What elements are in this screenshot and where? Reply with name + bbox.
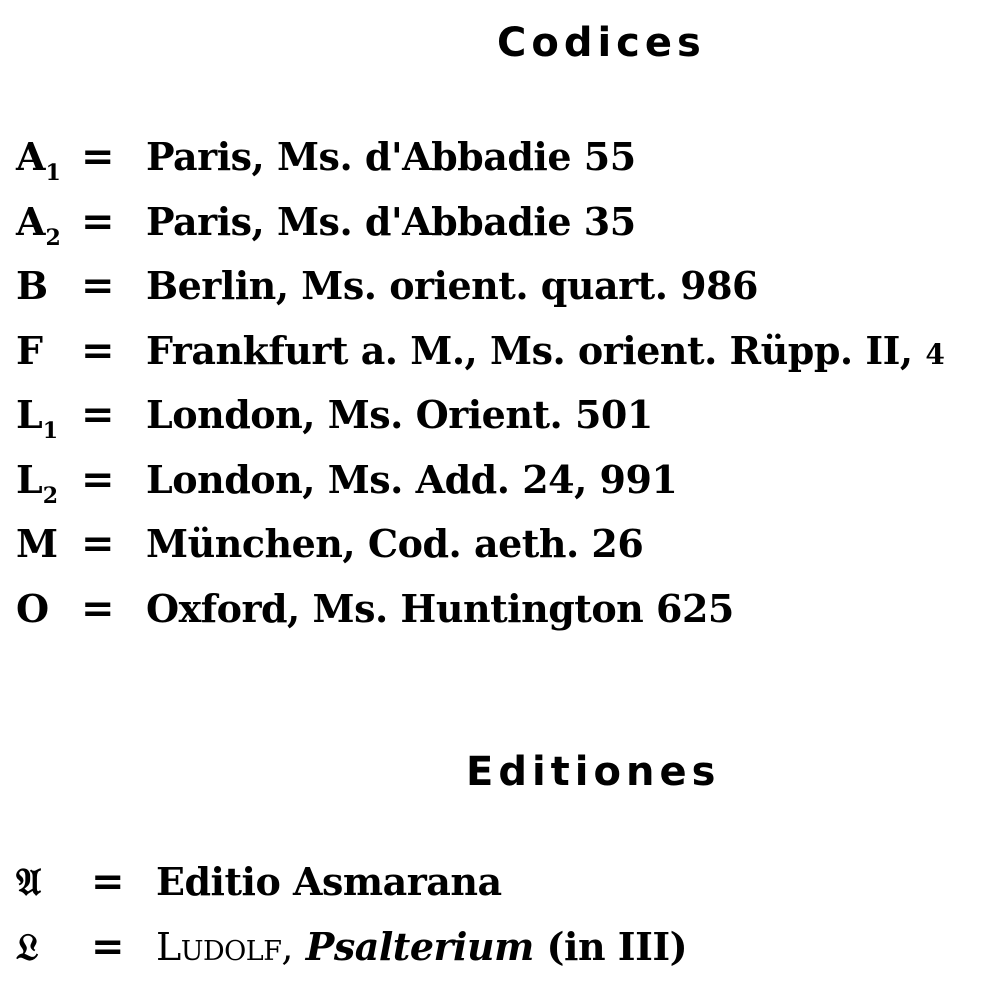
author-name: Ludolf, <box>156 924 294 969</box>
editiones-heading: Editiones <box>466 749 721 795</box>
equals-sign: = <box>81 197 115 245</box>
equals-sign: = <box>81 326 115 374</box>
edition-description <box>156 925 687 969</box>
codex-description: Paris, Ms. d'Abbadie 55 <box>146 134 636 179</box>
codex-description: Oxford, Ms. Huntington 625 <box>146 585 734 631</box>
siglum: F <box>16 327 43 373</box>
equals-sign: = <box>91 922 125 970</box>
codex-description: Paris, Ms. d'Abbadie 35 <box>146 198 636 244</box>
work-title: Psalterium <box>305 923 534 969</box>
siglum: M <box>16 521 59 566</box>
siglum: $L_1$ <box>16 392 59 444</box>
codex-description: London, Ms. Add. 24, 991 <box>146 456 678 502</box>
edition-description: Editio Asmarana <box>156 859 502 904</box>
siglum: $A_1$ <box>16 134 61 186</box>
codex-description: Frankfurt a. M., Ms. orient. Rüpp. II, 4 <box>146 327 945 373</box>
equals-sign: = <box>81 455 115 503</box>
siglum: $L_2$ <box>16 456 59 509</box>
fraktur-siglum: 𝔄 <box>16 859 42 904</box>
equals-sign: = <box>81 584 115 632</box>
codex-description: London, Ms. Orient. 501 <box>146 392 653 437</box>
codex-description: Berlin, Ms. orient. quart. 986 <box>146 263 758 308</box>
siglum: $A_2$ <box>16 198 61 251</box>
equals-sign: = <box>81 391 115 438</box>
equals-sign: = <box>81 262 115 309</box>
siglum: B <box>16 263 49 308</box>
equals-sign: = <box>91 858 125 905</box>
siglum: O <box>16 585 50 631</box>
fraktur-siglum: 𝔏 <box>16 923 39 969</box>
equals-sign: = <box>81 520 115 567</box>
equals-sign: = <box>81 133 115 180</box>
codices-heading: Codices <box>497 20 706 66</box>
codex-description: München, Cod. aeth. 26 <box>146 521 644 566</box>
volume-note: (in III) <box>546 923 688 969</box>
